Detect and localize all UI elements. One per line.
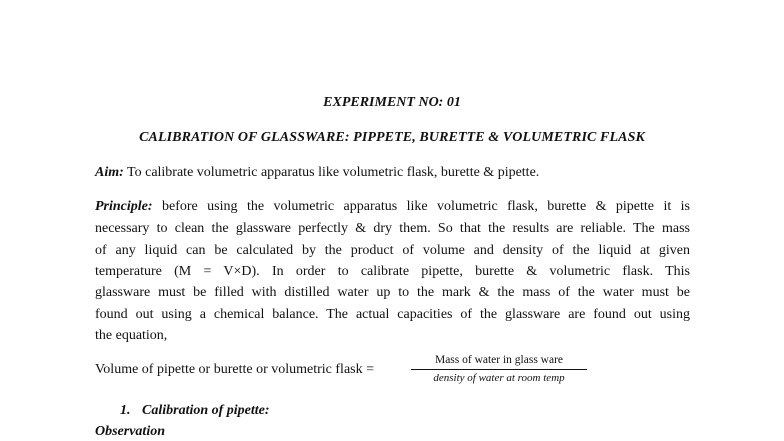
aim-label: Aim: — [95, 165, 124, 180]
principle-line-4: temperature (M = V×D). In order to calibrate pipette, burette & volumetric flask. This — [95, 264, 690, 279]
principle-line-6: found out using a chemical balance. The actual capacities of the glassware are found out using — [95, 307, 690, 322]
principle-line-3: of any liquid can be calculated by the product of volume and density of the liquid at given — [95, 243, 690, 258]
fraction-bar — [411, 369, 587, 370]
principle-line-5: glassware must be filled with distilled water up to the mark & the mass of the water must be — [95, 285, 690, 300]
formula-denominator: density of water at room temp — [433, 372, 565, 384]
section-number: 1. — [120, 403, 131, 418]
aim-text: To calibrate volumetric apparatus like volumetric flask, burette & pipette. — [123, 165, 540, 180]
formula-fraction — [411, 353, 587, 385]
section-heading-pipette — [120, 403, 270, 419]
formula-lhs: Volume of pipette or burette or volumetric flask = — [95, 362, 375, 377]
principle-line-7: the equation, — [95, 328, 168, 343]
experiment-title: EXPERIMENT NO: 01 — [323, 95, 461, 110]
principle-text-1: before using the volumetric apparatus like volumetric flask, burette & pipette it is — [152, 199, 690, 214]
observation-heading: Observation — [95, 424, 165, 439]
principle-line-2: necessary to clean the glassware perfectly & dry them. So that the results are reliable. The mass — [95, 221, 690, 236]
principle-line-1 — [95, 197, 690, 217]
section-title: Calibration of pipette: — [142, 403, 270, 418]
aim-paragraph — [95, 163, 690, 183]
principle-label: Principle: — [95, 199, 153, 214]
experiment-subtitle: CALIBRATION OF GLASSWARE: PIPPETE, BURETTE & VOLUMETRIC FLASK — [139, 130, 645, 145]
formula-numerator: Mass of water in glass ware — [434, 354, 564, 366]
